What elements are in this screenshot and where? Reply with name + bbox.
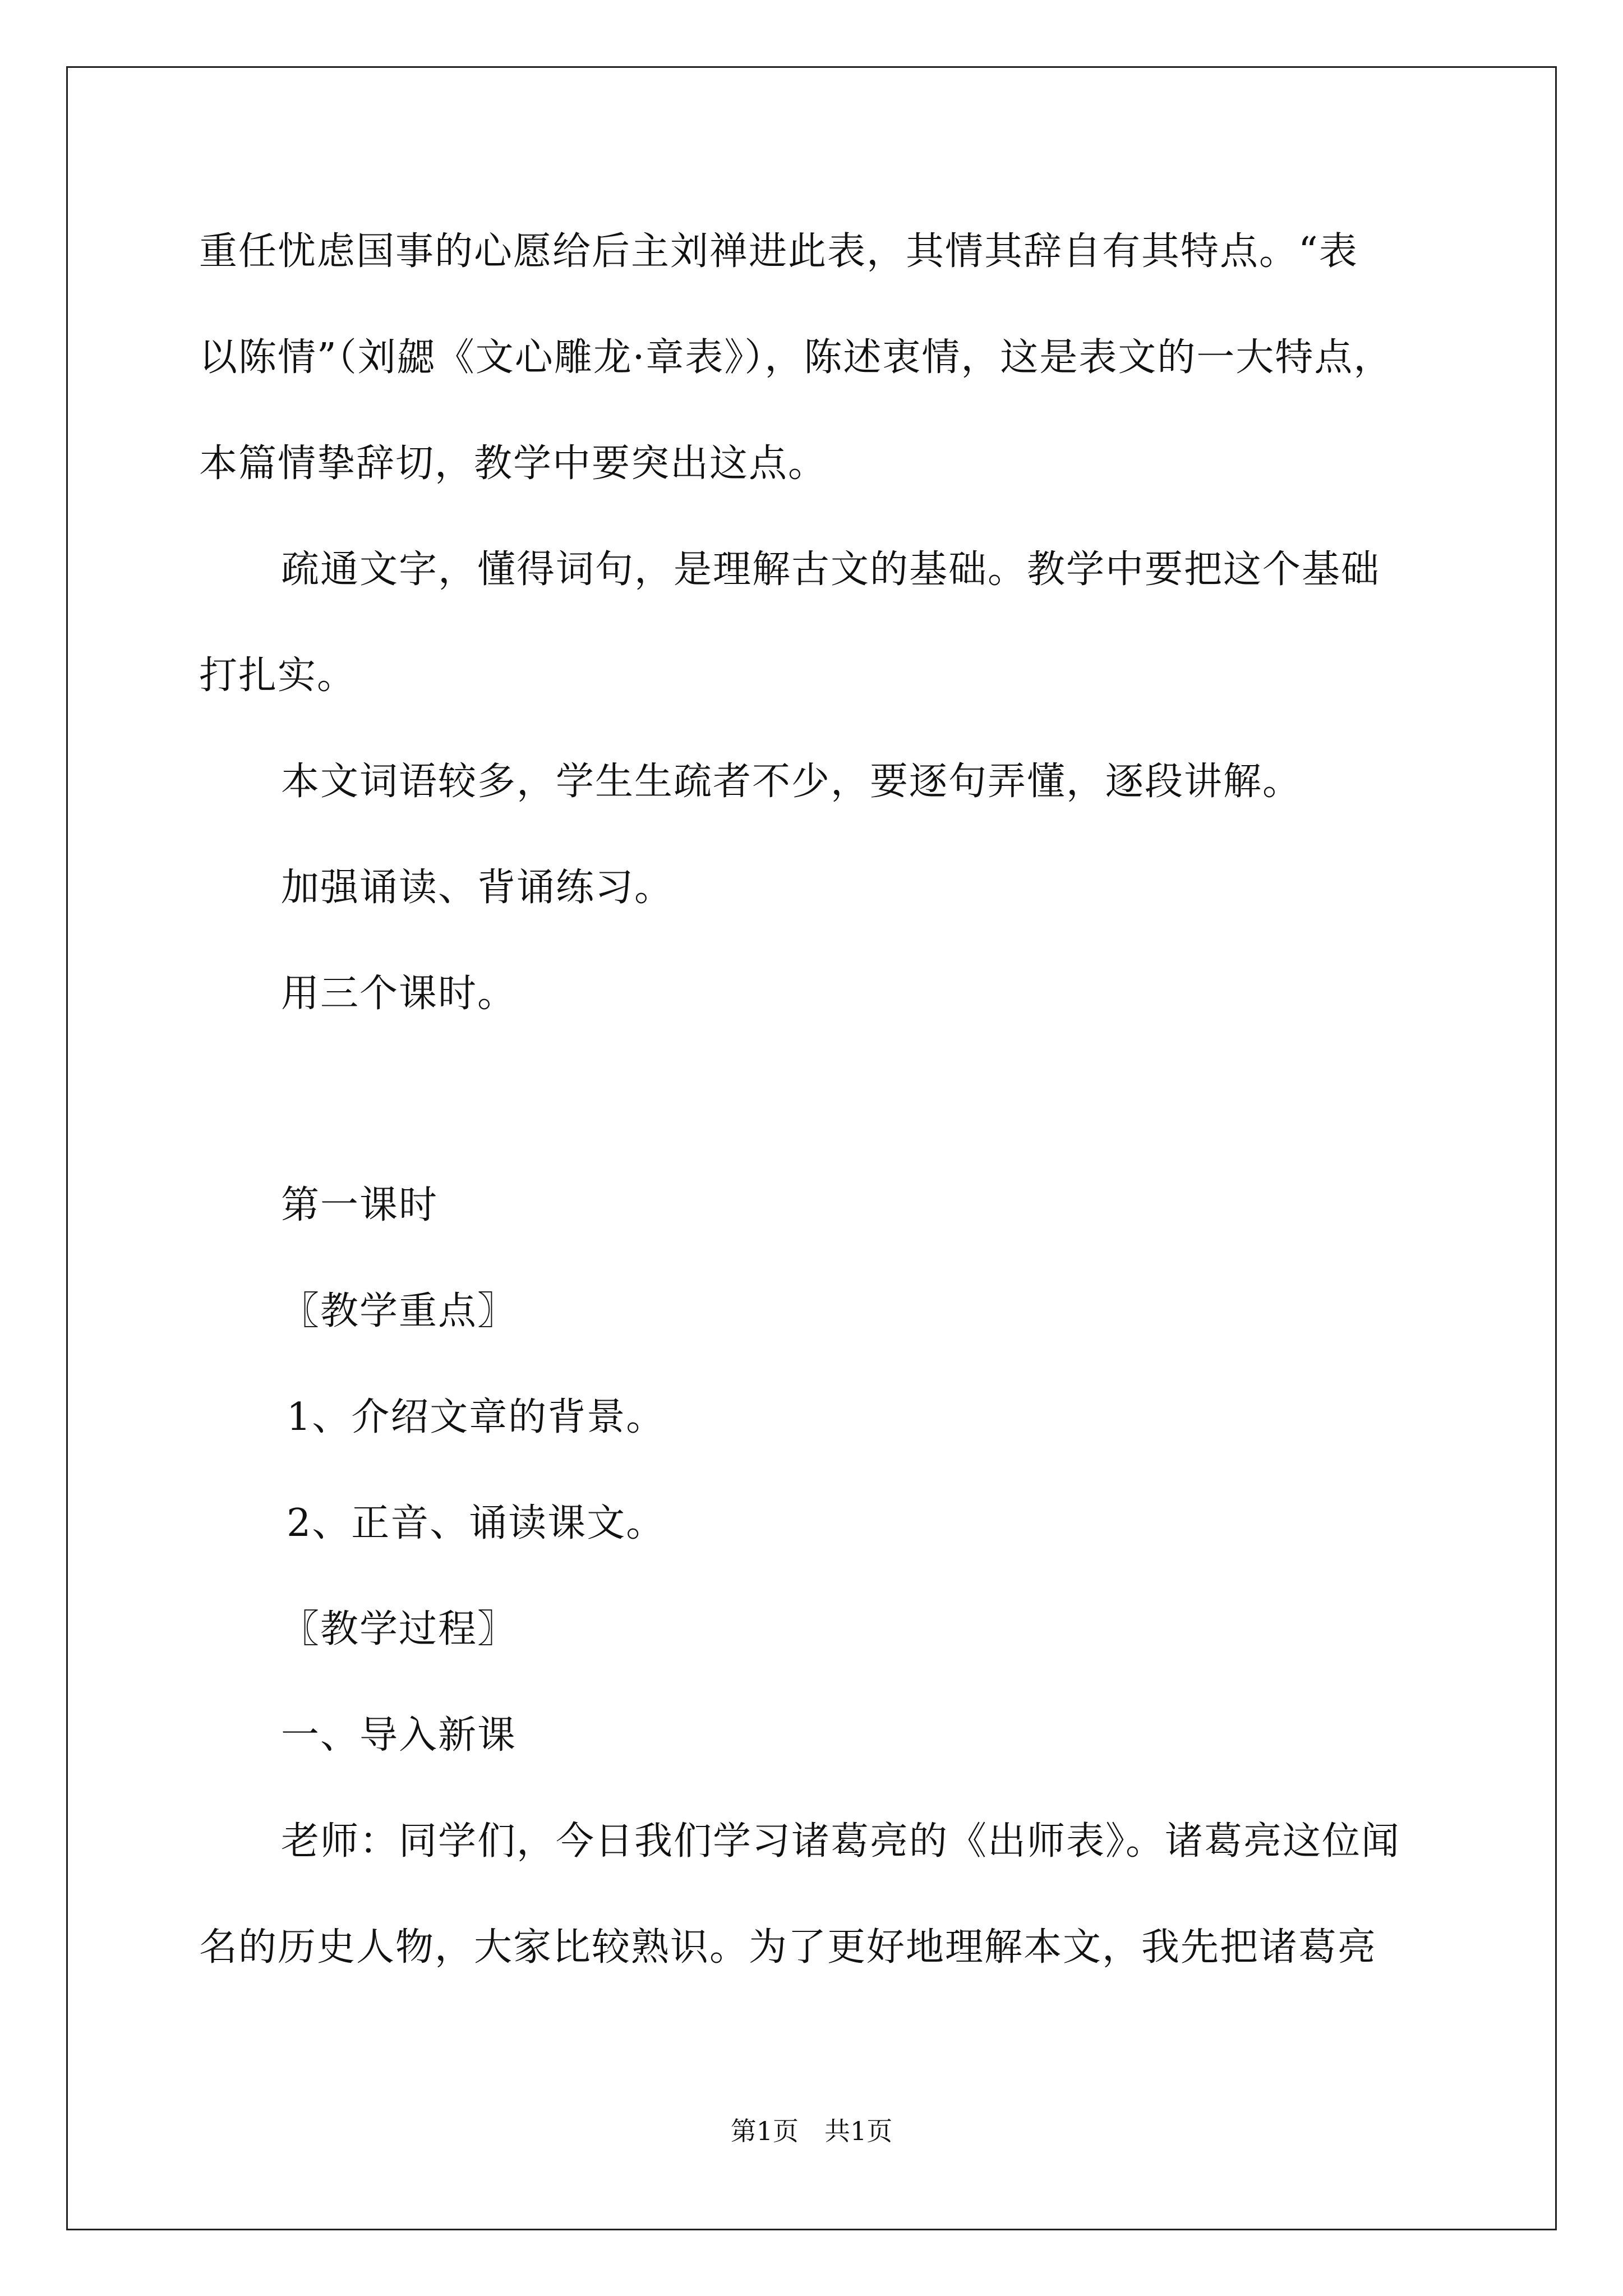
- subsection-heading: 〖教学重点〗: [281, 1289, 517, 1333]
- paragraph-line: 本篇情挚辞切，教学中要突出这点。: [199, 441, 828, 486]
- paragraph-line: 打扎实。: [199, 654, 357, 698]
- step-heading: 一、导入新课: [281, 1713, 517, 1757]
- paragraph-line: 名的历史人物，大家比较熟识。为了更好地理解本文，我先把诸葛亮: [199, 1925, 1377, 1970]
- paragraph-line: 老师：同学们，今日我们学习诸葛亮的《出师表》。诸葛亮这位闻: [281, 1819, 1401, 1864]
- subsection-heading: 〖教学过程〗: [281, 1607, 517, 1651]
- list-item: 1、介绍文章的背景。: [287, 1395, 666, 1439]
- paragraph-line: 加强诵读、背诵练习。: [281, 866, 674, 910]
- paragraph-line: 疏通文字，懂得词句，是理解古文的基础。教学中要把这个基础: [281, 547, 1381, 592]
- paragraph-line: 以陈情”（刘勰《文心雕龙·章表》），陈述衷情，这是表文的一大特点，: [199, 335, 1393, 380]
- page-number-footer: 第1页 共1页: [730, 2116, 893, 2146]
- paragraph-line: 重任忧虑国事的心愿给后主刘禅进此表，其情其辞自有其特点。“表: [199, 229, 1358, 274]
- section-heading: 第一课时: [281, 1183, 439, 1227]
- paragraph-line: 本文词语较多，学生生疏者不少，要逐句弄懂，逐段讲解。: [281, 760, 1302, 804]
- list-item: 2、正音、诵读课文。: [287, 1501, 666, 1545]
- page-border: [66, 66, 1557, 2230]
- paragraph-line: 用三个课时。: [281, 972, 517, 1016]
